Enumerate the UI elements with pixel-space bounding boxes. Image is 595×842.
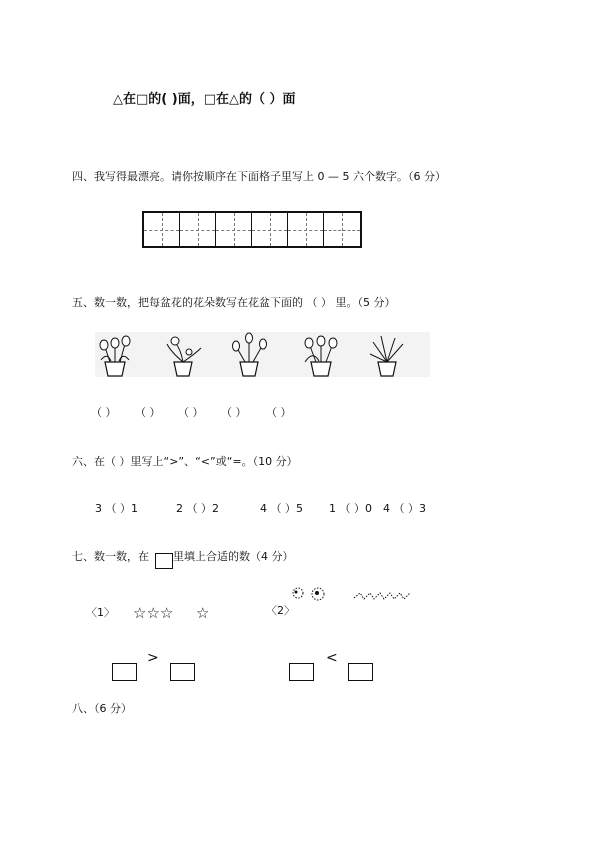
answer-box[interactable]	[112, 663, 137, 681]
writing-grid	[142, 211, 362, 248]
inline-answer-box	[155, 553, 173, 569]
tulip-pot-icon	[95, 332, 135, 377]
answer-box[interactable]	[289, 663, 314, 681]
q6-item[interactable]: 3 （ ）1	[95, 502, 138, 515]
flower-pots-strip	[95, 332, 430, 377]
q5-prompt: 五、数一数，把每盆花的花朵数写在花盆下面的 （ ） 里。（5 分）	[72, 296, 396, 309]
dotted-shapes-icon	[290, 585, 330, 603]
q5-blank[interactable]: （ ）	[135, 406, 161, 419]
tulip-pot-icon	[301, 332, 341, 377]
greater-than-sign: >	[147, 650, 159, 666]
q5-blank[interactable]: （ ）	[266, 406, 292, 419]
dotted-row-icon	[352, 590, 412, 602]
q6-item[interactable]: 1 （ ）0	[329, 502, 372, 515]
star-single: ☆	[196, 604, 210, 622]
q6-prompt: 六、在（ ）里写上“>”、“<”或“=。（10 分）	[72, 455, 298, 468]
grid-cell[interactable]	[324, 213, 360, 246]
q5-blank[interactable]: （ ）	[221, 406, 247, 419]
star-group: ☆☆☆	[133, 604, 174, 622]
grid-cell[interactable]	[216, 213, 252, 246]
q6-item[interactable]: 2 （ ）2	[176, 502, 219, 515]
q7-part1-label: 〈1〉	[86, 606, 115, 619]
grid-cell[interactable]	[180, 213, 216, 246]
q6-item[interactable]: 4 （ ）3	[383, 502, 426, 515]
grid-cell[interactable]	[288, 213, 324, 246]
q5-blank[interactable]: （ ）	[178, 406, 204, 419]
leaf-pot-icon	[367, 332, 407, 377]
answer-box[interactable]	[348, 663, 373, 681]
q8-prompt: 八、（6 分）	[72, 702, 132, 715]
q5-blank[interactable]: （ ）	[91, 406, 117, 419]
top-question-line: △在□的( )面，□在△的（ ）面	[113, 92, 296, 107]
tulip-pot-icon	[229, 332, 269, 377]
less-than-sign: <	[326, 650, 338, 666]
q4-prompt: 四、我写得最漂亮。请你按顺序在下面格子里写上 0 — 5 六个数字。（6 分）	[72, 170, 446, 183]
grid-cell[interactable]	[144, 213, 180, 246]
answer-box[interactable]	[170, 663, 195, 681]
q7-part2-label: 〈2〉	[266, 604, 295, 617]
q6-item[interactable]: 4 （ ）5	[260, 502, 303, 515]
grid-cell[interactable]	[252, 213, 288, 246]
q7-prompt-start: 七、数一数，在	[72, 550, 149, 563]
flower-pot-icon	[163, 332, 203, 377]
q7-prompt-end: 里填上合适的数（4 分）	[173, 550, 294, 563]
